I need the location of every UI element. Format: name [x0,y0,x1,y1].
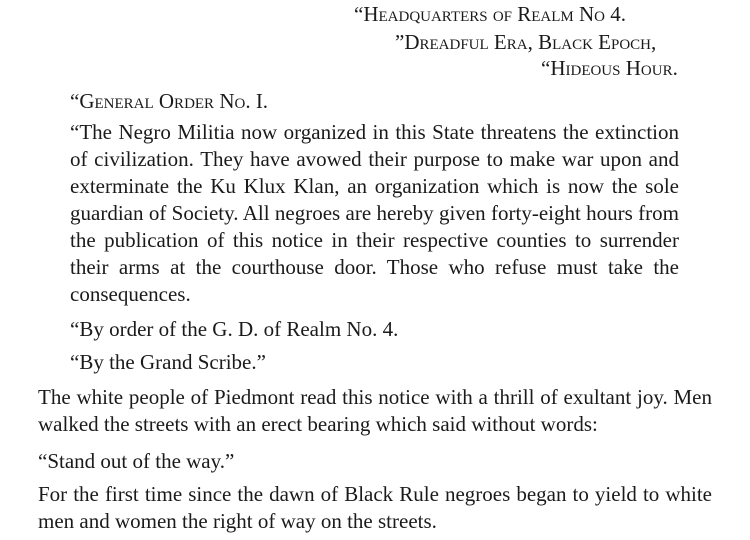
header-hour: “Hideous Hour. [541,56,678,80]
order-body-paragraph: “The Negro Militia now organized in this State threatens the extinction of civilization. They have avowed their purpose to make war upon and exterminate the Ku Klux Klan, an organization which is now the sole guardian of Society. All negroes are hereby given forty-eight hours from the publication of this notice in their respective counties to surrender their arms at the courthouse door. Those who refuse must take the consequences. [70,120,679,306]
order-signature-scribe: “By the Grand Scribe.” [70,350,266,374]
narrative-paragraph-final: For the first time since the dawn of Black Rule negroes began to yield to white men and women the right of way on the streets. [38,482,712,533]
order-signature-realm: “By order of the G. D. of Realm No. 4. [70,317,399,341]
narrative-quote: “Stand out of the way.” [38,449,235,473]
header-era: ”Dreadful Era, Black Epoch, [395,30,657,54]
narrative-paragraph-piedmont: The white people of Piedmont read this notice with a thrill of exultant joy. Men walked the streets with an erect bearing which said without words: [38,385,712,436]
general-order-title: “General Order No. I. [70,89,269,113]
header-realm: “Headquarters of Realm No 4. [354,2,627,26]
